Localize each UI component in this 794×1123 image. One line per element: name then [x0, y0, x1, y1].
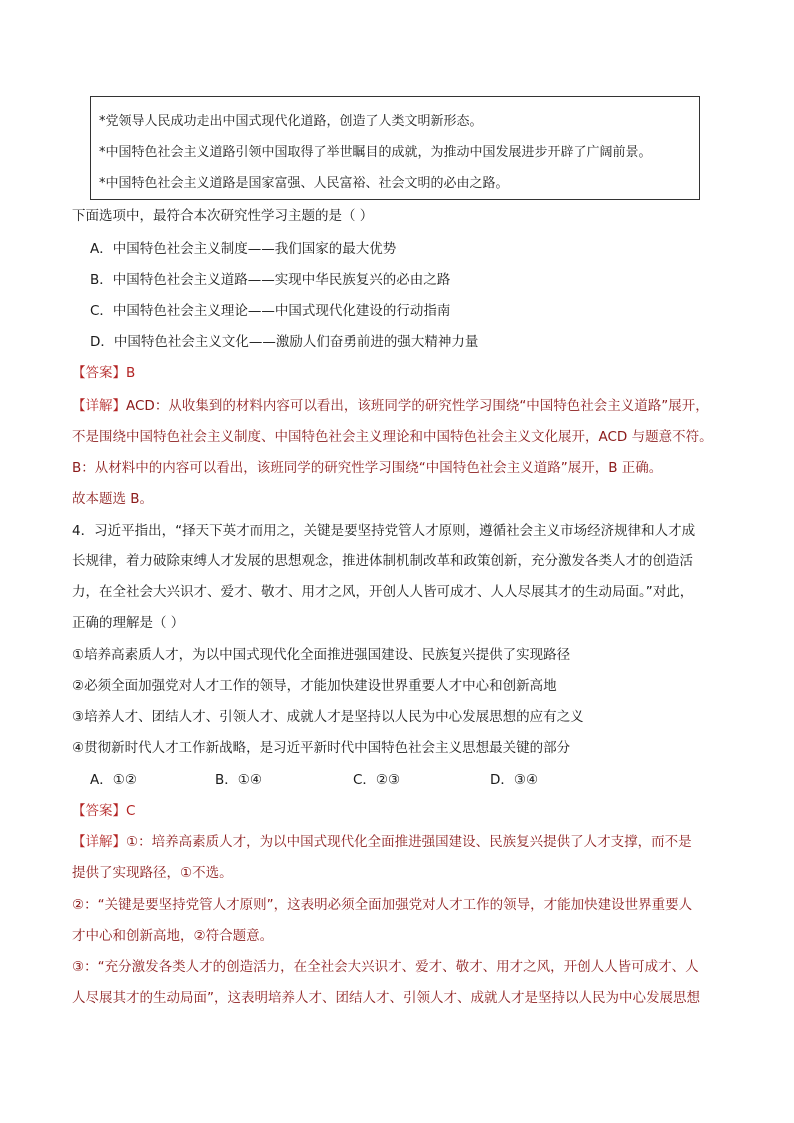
option-c: C．中国特色社会主义理论——中国式现代化建设的行动指南	[90, 303, 451, 319]
answer-line	[72, 363, 135, 383]
question-stem: 力，在全社会大兴识才、爱才、敬才、用才之风，开创人人皆可成才、人人尽展其才的生动局面。”对此，	[72, 584, 694, 600]
answer-value: B	[126, 365, 136, 381]
material-line: *党领导人民成功走出中国式现代化道路，创造了人类文明新形态。	[99, 114, 483, 129]
detail-line: ②：“关键是要坚持党管人才原则”，这表明必须全面加强党对人才工作的领导，才能加快建设世界重要人	[72, 897, 693, 913]
material-line: *中国特色社会主义道路是国家富强、人民富裕、社会文明的必由之路。	[99, 176, 509, 191]
detail-text: ①：培养高素质人才，为以中国式现代化全面推进强国建设、民族复兴提供了人才支撑，而不是	[126, 834, 692, 850]
option-d: D．中国特色社会主义文化——激励人们奋勇前进的强大精神力量	[90, 334, 479, 350]
choice-a: A．①②	[90, 772, 137, 788]
material-line: *中国特色社会主义道路引领中国取得了举世瞩目的成就，为推动中国发展进步开辟了广阔前景。	[99, 145, 652, 160]
question-stem: 正确的理解是（ ）	[72, 615, 185, 631]
statement-2: ②必须全面加强党对人才工作的领导，才能加快建设世界重要人才中心和创新高地	[72, 678, 557, 694]
detail-line: B：从材料中的内容可以看出，该班同学的研究性学习围绕“中国特色社会主义道路”展开，B 正确。	[72, 460, 663, 476]
statement-3: ③培养人才、团结人才、引领人才、成就人才是坚持以人民为中心发展思想的应有之义	[72, 709, 584, 725]
detail-line: 故本题选 B。	[72, 491, 154, 507]
option-b: B．中国特色社会主义道路——实现中华民族复兴的必由之路	[90, 272, 451, 288]
answer-label: 【答案】	[72, 365, 126, 381]
detail-line: ③：“充分激发各类人才的创造活力，在全社会大兴识才、爱才、敬才、用才之风，开创人人皆可成才、人	[72, 959, 699, 975]
detail-line: 才中心和创新高地，②符合题意。	[72, 928, 274, 944]
choice-d: D．③④	[490, 772, 539, 788]
answer-line	[72, 801, 135, 821]
answer-label: 【答案】	[72, 803, 126, 819]
question-stem: 下面选项中，最符合本次研究性学习主题的是（ ）	[72, 208, 374, 224]
detail-label: 【详解】	[72, 398, 126, 414]
choice-c: C．②③	[353, 772, 401, 788]
detail-label: 【详解】	[72, 834, 126, 850]
answer-value: C	[126, 803, 136, 819]
question-stem: 4．习近平指出，“择天下英才而用之，关键是要坚持党管人才原则，遵循社会主义市场经济规律和人才成	[72, 523, 696, 539]
detail-text: ACD：从收集到的材料内容可以看出，该班同学的研究性学习围绕“中国特色社会主义道路”展开，	[126, 398, 709, 414]
detail-line: 不是围绕中国特色社会主义制度、中国特色社会主义理论和中国特色社会主义文化展开，ACD 与题意不符。	[72, 429, 713, 445]
detail-line	[72, 832, 692, 852]
detail-line: 提供了实现路径，①不选。	[72, 865, 233, 881]
statement-4: ④贯彻新时代人才工作新战略，是习近平新时代中国特色社会主义思想最关键的部分	[72, 740, 571, 756]
detail-line	[72, 396, 709, 416]
option-a: A．中国特色社会主义制度——我们国家的最大优势	[90, 241, 397, 257]
statement-1: ①培养高素质人才，为以中国式现代化全面推进强国建设、民族复兴提供了实现路径	[72, 647, 571, 663]
material-box	[90, 96, 700, 200]
question-stem: 长规律，着力破除束缚人才发展的思想观念，推进体制机制改革和政策创新，充分激发各类人才的创造活	[72, 553, 693, 569]
choice-b: B．①④	[215, 772, 262, 788]
detail-line: 人尽展其才的生动局面”，这表明培养人才、团结人才、引领人才、成就人才是坚持以人民为中心发展思想	[72, 990, 700, 1006]
